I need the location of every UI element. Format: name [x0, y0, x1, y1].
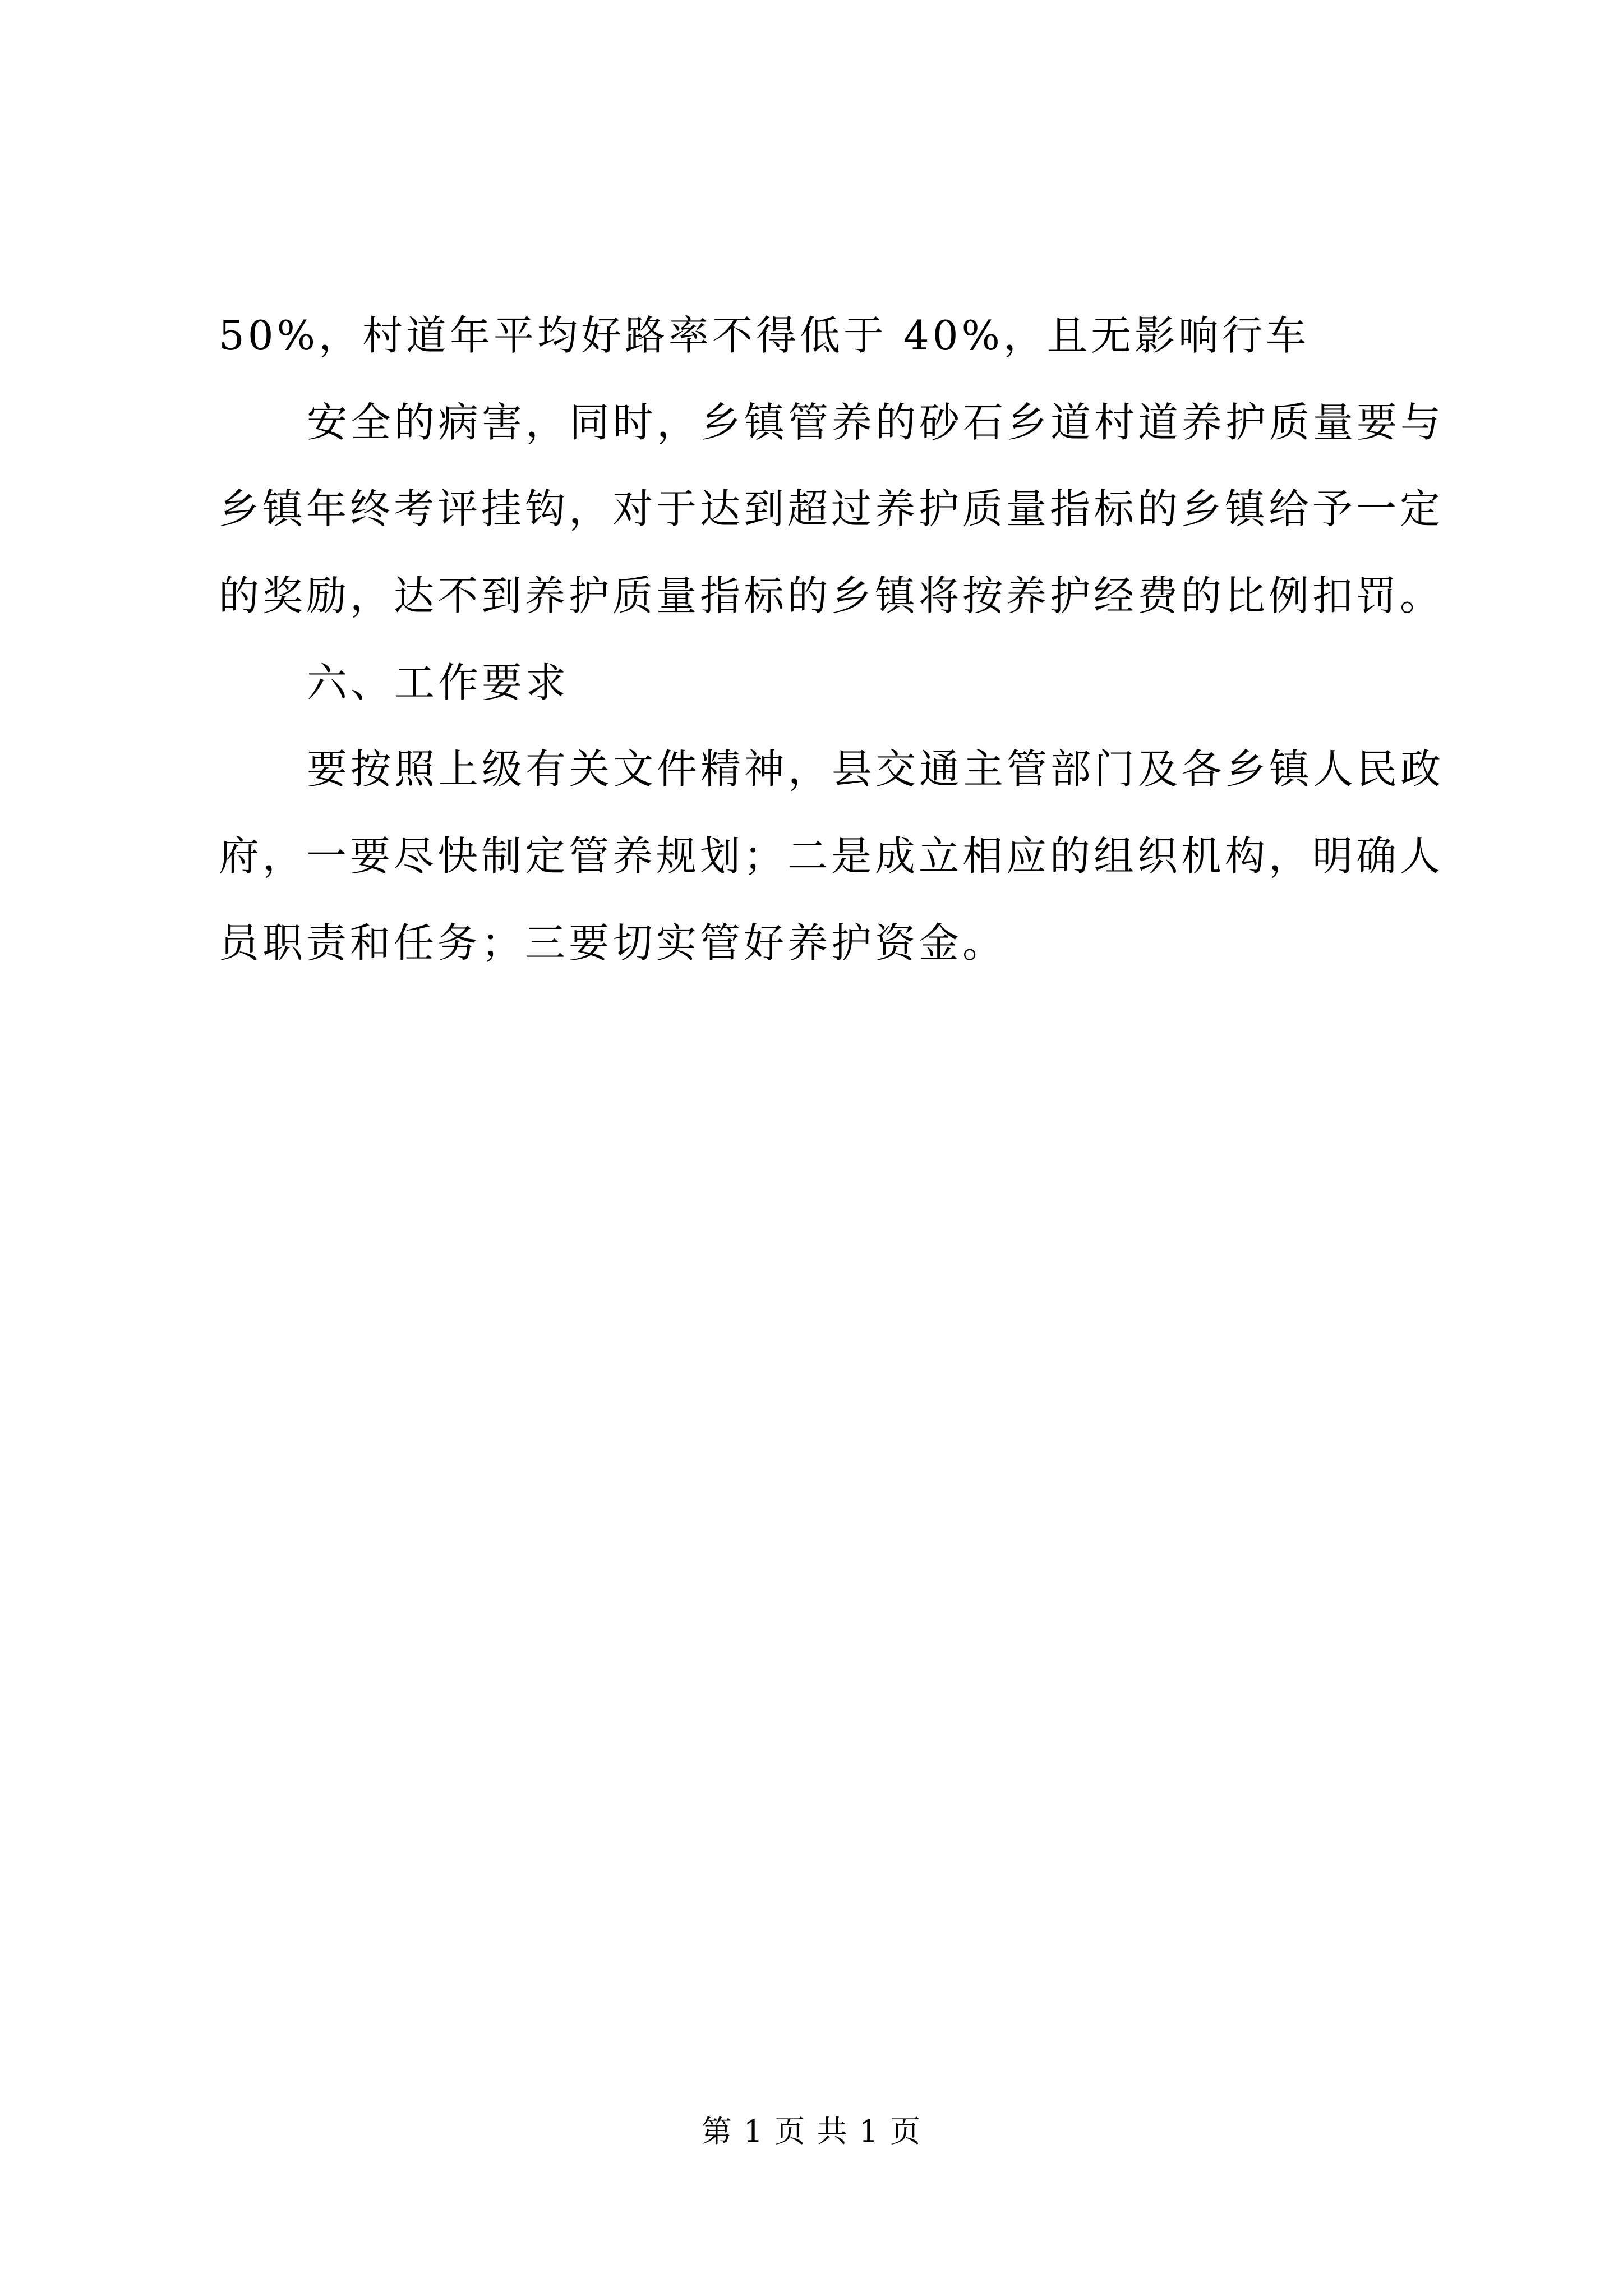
page-footer: 第 1 页 共 1 页	[701, 2114, 922, 2149]
paragraph-line: 的奖励，达不到养护质量指标的乡镇将按养护经费的比例扣罚。	[219, 572, 1444, 619]
paragraph-line: 安全的病害，同时，乡镇管养的砂石乡道村道养护质量要与	[307, 399, 1445, 446]
section-heading: 六、工作要求	[307, 659, 570, 706]
paragraph-line: 员职责和任务；三要切实管好养护资金。	[219, 919, 1007, 967]
paragraph-line: 乡镇年终考评挂钩，对于达到超过养护质量指标的乡镇给予一定	[219, 485, 1444, 532]
paragraph-line: 府，一要尽快制定管养规划；二是成立相应的组织机构，明确人	[219, 832, 1444, 880]
paragraph-line: 50%，村道年平均好路率不得低于 40%，且无影响行车	[219, 312, 1310, 359]
paragraph-line: 要按照上级有关文件精神，县交通主管部门及各乡镇人民政	[307, 746, 1445, 793]
